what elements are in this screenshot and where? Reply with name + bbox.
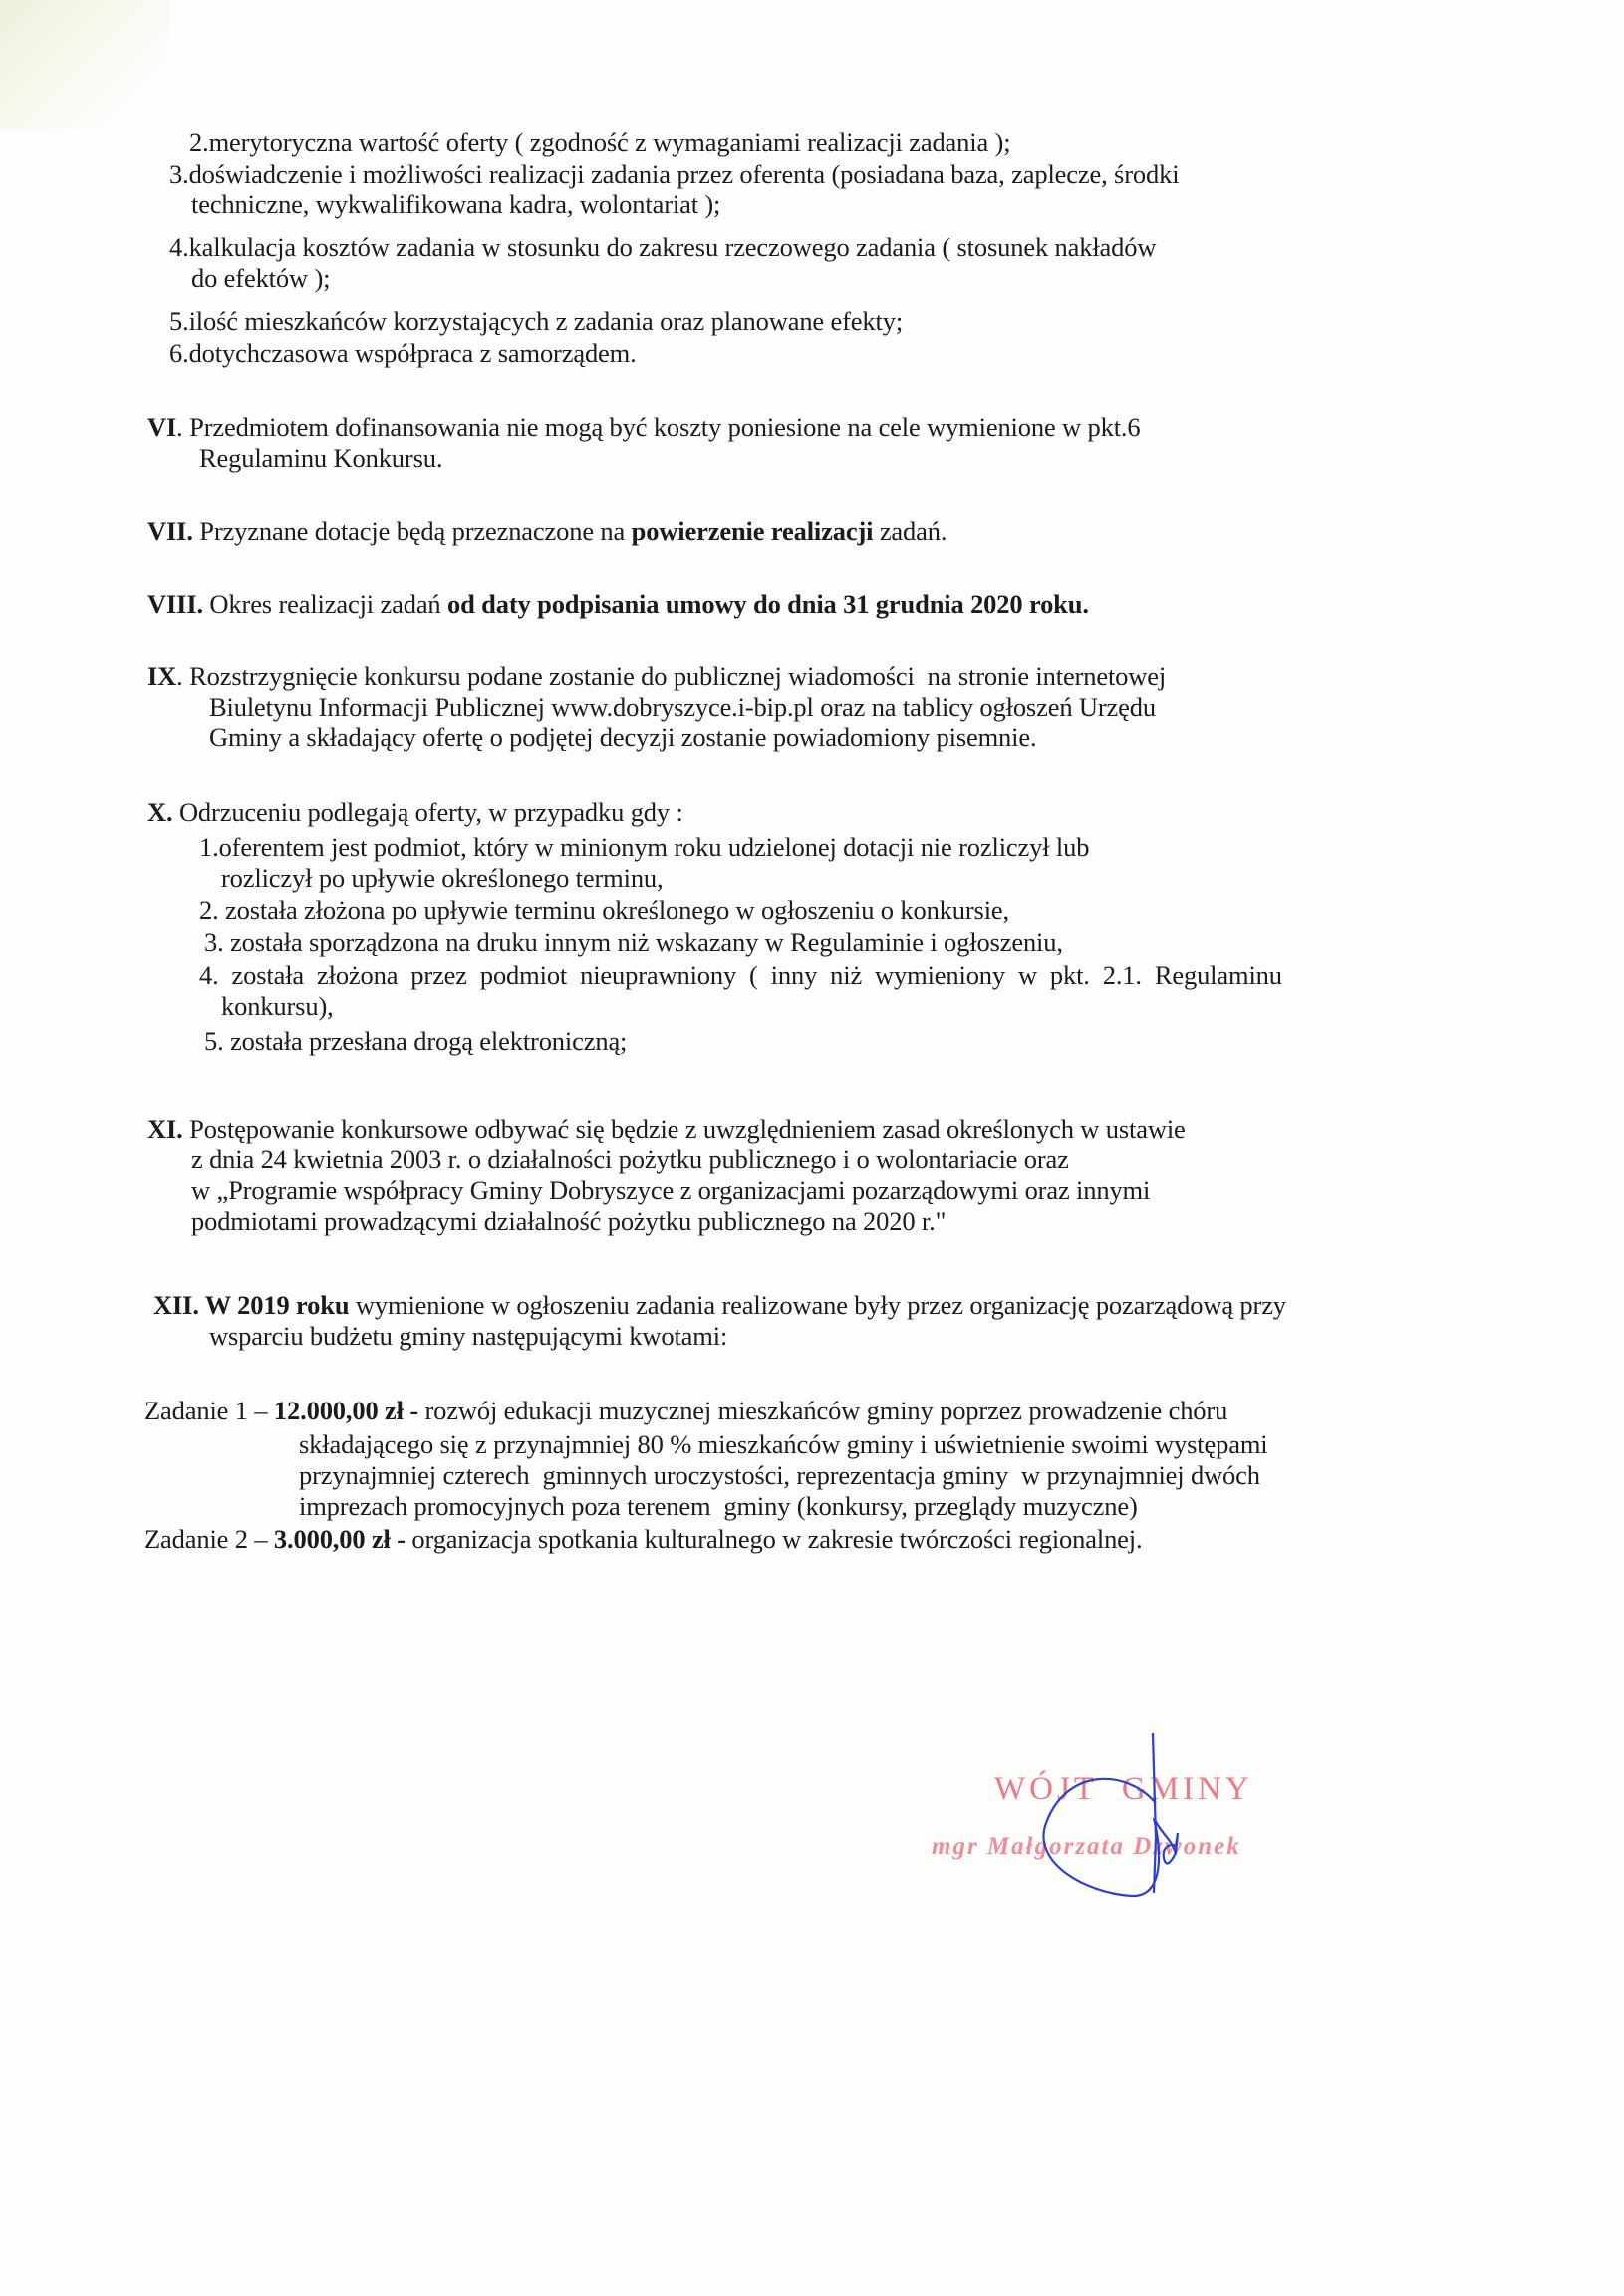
rejection-item-1: 1.oferentem jest podmiot, który w minionym roku udzielonej dotacji nie rozliczył lub xyxy=(199,832,1090,862)
section-text-bold: powierzenie realizacji xyxy=(631,516,874,546)
section-xi-cont3: podmiotami prowadzącymi działalność pożytku publicznego na 2020 r." xyxy=(191,1206,947,1236)
section-ix-line xyxy=(147,661,1166,691)
rejection-item-5: 5. została przesłana drogą elektroniczną; xyxy=(204,1026,628,1056)
task-1 xyxy=(144,1396,1227,1425)
section-vi-line xyxy=(147,412,1141,442)
criteria-item-3-cont: techniczne, wykwalifikowana kadra, wolontariat ); xyxy=(191,189,721,219)
section-text: wymienione w ogłoszeniu zadania realizowane były przez organizację pozarządową przy xyxy=(349,1290,1286,1320)
task-description: rozwój edukacji muzycznej mieszkańców gminy poprzez prowadzenie chóru xyxy=(418,1396,1228,1425)
criteria-item-3: 3.doświadczenie i możliwości realizacji zadania przez oferenta (posiadana baza, zaplecze, środki xyxy=(169,159,1180,189)
scan-corner-tint xyxy=(0,0,169,129)
task-1-cont: imprezach promocyjnych poza terenem gminy (konkursy, przeglądy muzyczne) xyxy=(299,1491,1138,1521)
section-number: XII. xyxy=(153,1290,199,1320)
task-amount: 12.000,00 zł - xyxy=(273,1396,419,1425)
criteria-item-2: 2.merytoryczna wartość oferty ( zgodność z wymaganiami realizacji zadania ); xyxy=(189,128,1011,157)
signature-icon xyxy=(1026,1728,1285,1898)
stamp-name: mgr Małgorzata Dzwonek xyxy=(932,1833,1241,1860)
rejection-item-3: 3. została sporządzona na druku innym niż wskazany w Regulaminie i ogłoszeniu, xyxy=(204,927,1063,957)
section-vii xyxy=(147,516,947,546)
section-viii xyxy=(147,589,1089,619)
section-text-bold: W 2019 roku xyxy=(198,1290,350,1320)
section-x-line xyxy=(147,797,683,827)
section-text: Odrzuceniu podlegają oferty, w przypadku gdy : xyxy=(172,797,683,827)
section-number: IX xyxy=(147,661,177,691)
task-label: Zadanie 1 – xyxy=(144,1396,274,1425)
rejection-item-4: 4. została złożona przez podmiot nieuprawniony ( inny niż wymieniony w pkt. 2.1. Regulaminu xyxy=(199,960,1282,990)
task-1-cont: składającego się z przynajmniej 80 % mieszkańców gminy i uświetnienie swoimi występami xyxy=(299,1429,1268,1459)
section-text: zadań. xyxy=(873,516,947,546)
section-xi-line xyxy=(147,1114,1186,1144)
rejection-item-1-cont: rozliczył po upływie określonego terminu, xyxy=(221,863,664,893)
section-ix-cont2: Gminy a składający ofertę o podjętej decyzji zostanie powiadomiony pisemnie. xyxy=(209,722,1037,752)
section-text: Postępowanie konkursowe odbywać się będzie z uwzględnieniem zasad określonych w ustawie xyxy=(182,1114,1186,1144)
section-vi-cont: Regulaminu Konkursu. xyxy=(199,443,443,473)
section-number: VI xyxy=(147,412,177,442)
criteria-item-4-cont: do efektów ); xyxy=(191,263,331,293)
section-number: VII. xyxy=(147,516,193,546)
rejection-item-2: 2. została złożona po upływie terminu określonego w ogłoszeniu o konkursie, xyxy=(199,895,1010,925)
section-ix-cont1: Biuletynu Informacji Publicznej www.dobryszyce.i-bip.pl oraz na tablicy ogłoszeń Urzędu xyxy=(209,692,1156,722)
task-label: Zadanie 2 – xyxy=(144,1524,274,1554)
section-number: XI. xyxy=(147,1114,183,1144)
stamp-title: WÓJT GMINY xyxy=(994,1771,1253,1807)
task-1-cont: przynajmniej czterech gminnych uroczystości, reprezentacja gminy w przynajmniej dwóch xyxy=(299,1460,1260,1490)
section-text: . Przedmiotem dofinansowania nie mogą być koszty poniesione na cele wymienione w pkt.6 xyxy=(176,412,1141,442)
criteria-item-6: 6.dotychczasowa współpraca z samorządem. xyxy=(169,338,637,368)
section-xi-cont2: w „Programie współpracy Gminy Dobryszyce z organizacjami pozarządowymi oraz innymi xyxy=(191,1175,1151,1205)
task-amount: 3.000,00 zł - xyxy=(273,1524,406,1554)
section-number: X. xyxy=(147,797,173,827)
section-text-bold: od daty podpisania umowy do dnia 31 grudnia 2020 roku. xyxy=(447,589,1089,619)
section-text: Przyznane dotacje będą przeznaczone na xyxy=(192,516,632,546)
section-text: . Rozstrzygnięcie konkursu podane zostanie do publicznej wiadomości na stronie internetowej xyxy=(176,661,1167,691)
section-xii-line xyxy=(153,1290,1286,1320)
section-number: VIII. xyxy=(147,589,203,619)
criteria-item-5: 5.ilość mieszkańców korzystających z zadania oraz planowane efekty; xyxy=(169,306,904,336)
criteria-item-4: 4.kalkulacja kosztów zadania w stosunku do zakresu rzeczowego zadania ( stosunek nakładów xyxy=(169,232,1157,262)
task-2 xyxy=(144,1524,1142,1554)
section-xi-cont1: z dnia 24 kwietnia 2003 r. o działalności pożytku publicznego i o wolontariacie oraz xyxy=(191,1145,1069,1174)
task-description: organizacja spotkania kulturalnego w zakresie twórczości regionalnej. xyxy=(405,1524,1143,1554)
rejection-item-4-cont: konkursu), xyxy=(221,991,334,1021)
section-xii-cont: wsparciu budżetu gminy następującymi kwotami: xyxy=(209,1321,728,1351)
section-text: Okres realizacji zadań xyxy=(202,589,448,619)
